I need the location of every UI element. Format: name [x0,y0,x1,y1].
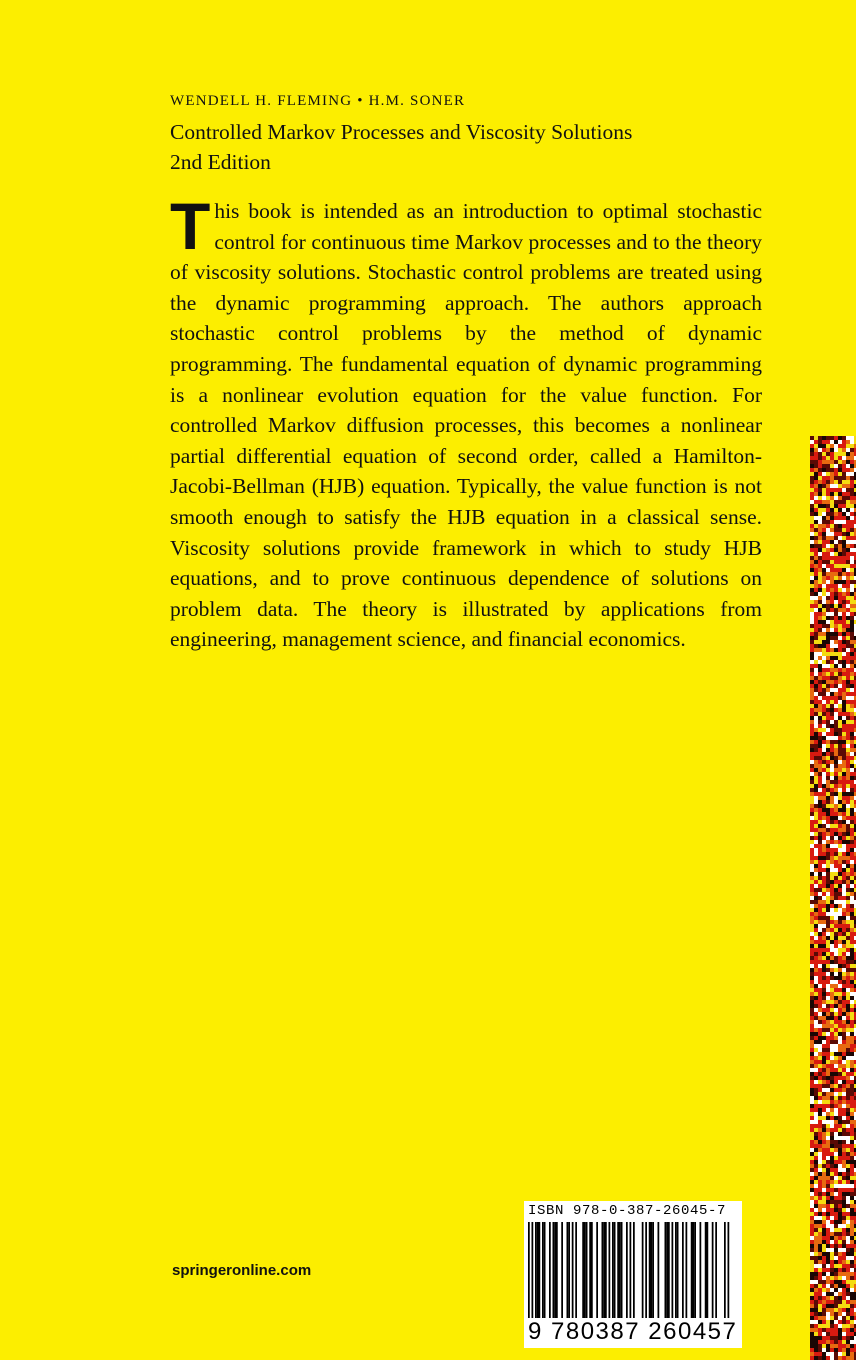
description-text: his book is intended as an introduction to optimal stochastic control for continuous time Markov processes and to the theory of viscosity solutions. Stochastic control problems are treated using the dynamic programming approach. The authors approach stochastic control problems by the method of dynamic programming. The fundamental equation of dynamic programming is a nonlinear evolution equation for the value function. For controlled Markov diffusion processes, this becomes a nonlinear partial differential equation of second order, called a Hamilton-Jacobi-Bellman (HJB) equation. Typically, the value function is not smooth enough to satisfy the HJB equation in a classical sense. Viscosity solutions provide framework in which to study HJB equations, and to prove continuous dependence of solutions on problem data. The theory is illustrated by applications from engineering, management science, and financial economics. [170,199,762,652]
drop-cap-letter: T [170,189,211,263]
book-description [170,189,762,655]
ean-digits: 9 780387 260457 [528,1318,738,1345]
spine-pattern-strip [810,436,856,1360]
noise-pattern-image [810,436,856,1360]
isbn-label: ISBN 978-0-387-26045-7 [528,1203,727,1219]
book-title: Controlled Markov Processes and Viscosity Solutions [170,120,633,144]
barcode-image [528,1222,738,1318]
edition-label: 2nd Edition [170,150,271,174]
publisher-website: springeronline.com [172,1262,312,1279]
author-names: WENDELL H. FLEMING • H.M. SONER [170,93,466,109]
